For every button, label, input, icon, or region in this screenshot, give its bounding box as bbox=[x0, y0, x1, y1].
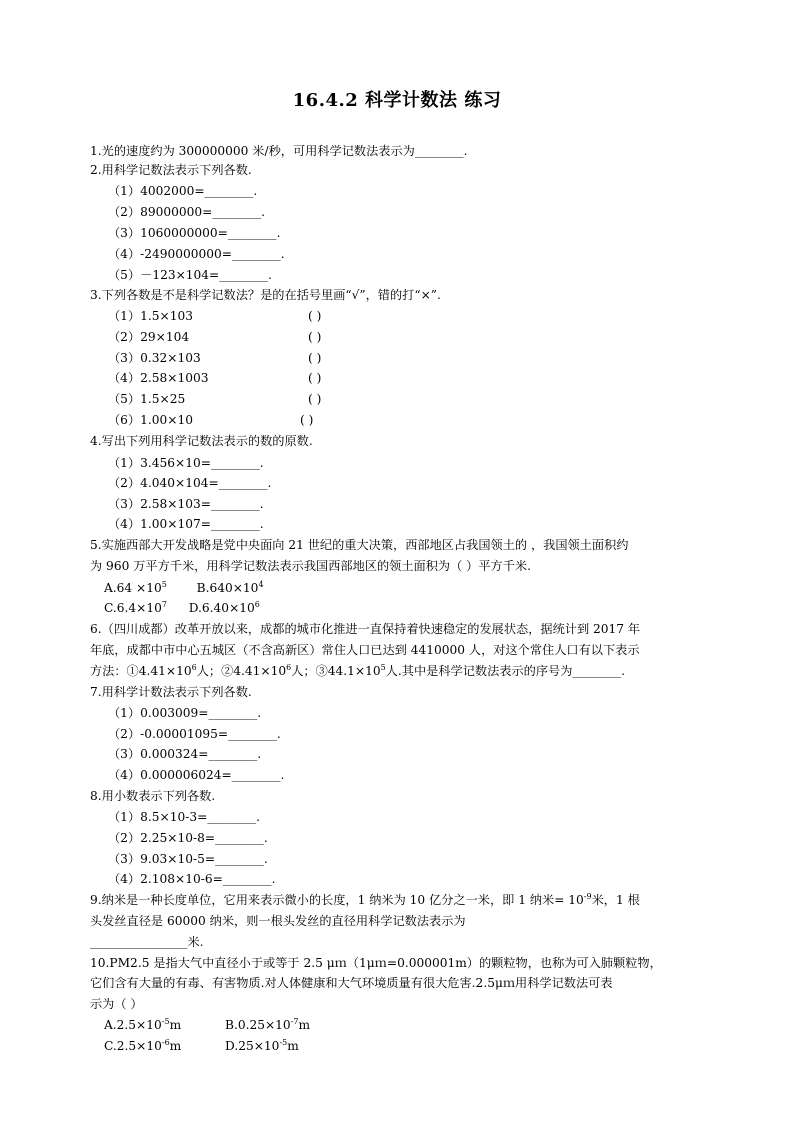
question-2-item: （1）4002000=________. bbox=[108, 184, 258, 198]
question-4-stem: 4.写出下列用科学记数法表示的数的原数. bbox=[90, 434, 313, 448]
question-7-item: （3）0.000324=________. bbox=[108, 747, 262, 761]
question-8-item: （3）9.03×10-5=________. bbox=[108, 852, 268, 866]
option-a: $A.2.5\times 10^{-5}m$ bbox=[104, 1017, 182, 1032]
question-8-item: （1）8.5×10-3=________. bbox=[108, 810, 260, 824]
option-a: $A.64 \times 10^5$ bbox=[104, 580, 167, 595]
option-b: $B.640\times 10^4$ bbox=[196, 580, 264, 595]
answer-parentheses: ( ) bbox=[300, 413, 314, 427]
question-9-line: 9.纳米是一种长度单位，它用来表示微小的长度，1 纳米为 10 亿分之一米，即 1 纳米= $10^{-9}$米，1 根 bbox=[90, 892, 640, 907]
answer-parentheses: ( ) bbox=[308, 309, 322, 323]
q3-expression: （5）1.5×25 bbox=[108, 392, 186, 406]
question-5-options-cd bbox=[104, 600, 260, 616]
answer-parentheses: ( ) bbox=[308, 392, 322, 406]
q3-expression: （3）0.32×103 bbox=[108, 351, 201, 365]
question-8-item: （2）2.25×10-8=________. bbox=[108, 831, 268, 845]
question-7-item: （4）0.000006024=________. bbox=[108, 768, 285, 782]
question-3-item bbox=[108, 370, 321, 386]
q3-expression: （4）2.58×1003 bbox=[108, 371, 209, 385]
question-3-item bbox=[108, 308, 321, 324]
question-5-options-ab bbox=[104, 580, 264, 596]
question-3-item bbox=[108, 391, 321, 407]
question-1: 1.光的速度约为 300000000 米/秒，可用科学记数法表示为________. bbox=[90, 144, 468, 158]
question-8-stem: 8.用小数表示下列各数. bbox=[90, 789, 216, 803]
answer-parentheses: ( ) bbox=[308, 330, 322, 344]
page-title: 16.4.2 科学计数法 练习 bbox=[292, 90, 502, 111]
question-10-line: 10.PM2.5 是指大气中直径小于或等于 2.5 μｍ（1μｍ=0.000001m）的颗粒物，也称为可入肺颗粒物， bbox=[90, 956, 662, 970]
q3-expression: （2）29×104 bbox=[108, 330, 190, 344]
question-6-line: 6.（四川成都）改革开放以来，成都的城市化推进一直保持着快速稳定的发展状态，据统计到 2017 年 bbox=[90, 622, 641, 636]
question-9-line: 头发丝直径是 60000 纳米，则一根头发丝的直径用科学记数法表示为 bbox=[90, 914, 466, 928]
question-8-item: （4）2.108×10-6=________. bbox=[108, 872, 276, 886]
question-4-item: （3）2.58×103=________. bbox=[108, 497, 264, 511]
answer-parentheses: ( ) bbox=[308, 351, 322, 365]
question-5-line: 为 960 万平方千米，用科学记数法表示我国西部地区的领土面积为（ ）平方千米. bbox=[90, 559, 531, 573]
question-10-options-cd bbox=[104, 1038, 299, 1054]
question-3-item bbox=[108, 350, 321, 366]
question-3-stem: 3.下列各数是不是科学记数法？是的在括号里画“√”，错的打“×”. bbox=[90, 288, 441, 302]
question-3-item bbox=[108, 329, 321, 345]
question-7-item: （1）0.003009=________. bbox=[108, 706, 262, 720]
question-2-item: （2）89000000=________. bbox=[108, 205, 265, 219]
question-7-stem: 7.用科学计数法表示下列各数. bbox=[90, 685, 252, 699]
question-2-item: （4）-2490000000=________. bbox=[108, 247, 285, 261]
question-2-stem: 2.用科学记数法表示下列各数. bbox=[90, 163, 252, 177]
question-4-item: （4）1.00×107=________. bbox=[108, 517, 264, 531]
question-2-item: （3）1060000000=________. bbox=[108, 226, 281, 240]
question-10-options-ab bbox=[104, 1017, 310, 1033]
question-3-item bbox=[108, 412, 313, 428]
question-9-answer-blank: ________________米. bbox=[90, 935, 204, 949]
question-6-line: 方法：$①4.41\times 10^6$人；$②4.41\times 10^6$人；$③44.1\times 10^5$人.其中是科学记数法表示的序号为________. bbox=[90, 663, 626, 678]
question-10-line: 它们含有大量的有毒、有害物质.对人体健康和大气环境质量有很大危害.2.5μｍ用科学记数法可表 bbox=[90, 976, 613, 990]
question-4-item: （1）3.456×10=________. bbox=[108, 456, 264, 470]
question-5-line: 5.实施西部大开发战略是党中央面向 21 世纪的重大决策，西部地区占我国领土的 ，我国领土面积约 bbox=[90, 538, 629, 552]
option-c: $C.2.5\times 10^{-6}m$ bbox=[104, 1038, 182, 1053]
question-10-line: 示为（ ） bbox=[90, 997, 143, 1011]
q3-expression: （6）1.00×10 bbox=[108, 413, 193, 427]
option-d: $D.6.40\times 10^6$ bbox=[188, 600, 260, 615]
question-4-item: （2）4.040×104=________. bbox=[108, 476, 272, 490]
question-7-item: （2）-0.00001095=________. bbox=[108, 727, 281, 741]
option-d: $D.25\times 10^{-5}m$ bbox=[225, 1038, 299, 1053]
question-2-item: （5）－123×104=________. bbox=[108, 268, 272, 282]
answer-parentheses: ( ) bbox=[308, 371, 322, 385]
q3-expression: （1）1.5×103 bbox=[108, 309, 193, 323]
option-c: $C.6.4\times 10^7$ bbox=[104, 600, 167, 615]
option-b: $B.0.25\times 10^{-7}m$ bbox=[225, 1017, 311, 1032]
question-6-line: 年底，成都中市中心五城区（不含高新区）常住人口已达到 4410000 人，对这个常住人口有以下表示 bbox=[90, 643, 640, 657]
